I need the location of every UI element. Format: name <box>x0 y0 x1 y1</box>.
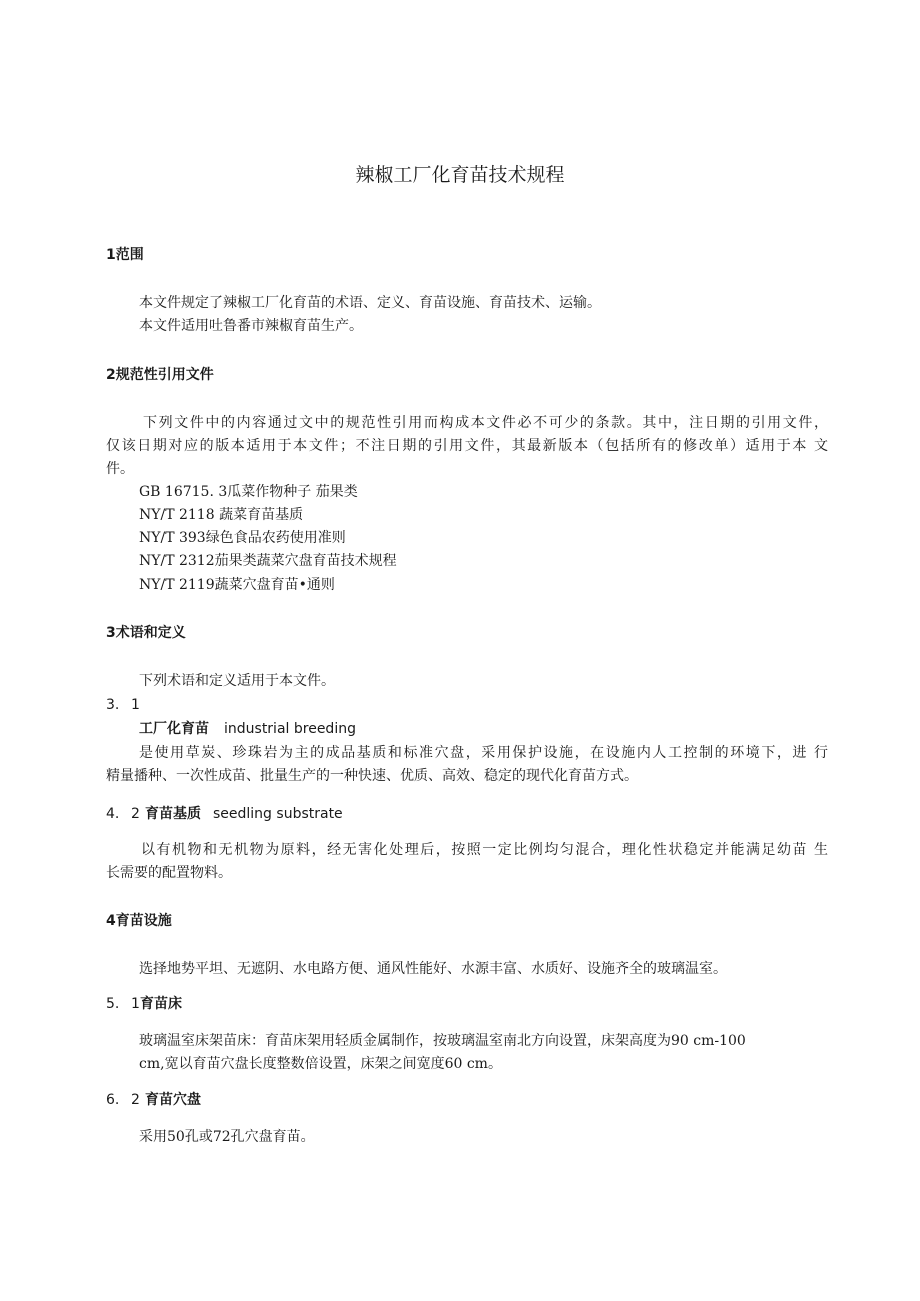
section-2-intro-line-2: 仅该日期对应的版本适用于本文件；不注日期的引用文件，其最新版本（包括所有的修改单）适用于本 文 <box>106 438 828 454</box>
section-3-heading: 3术语和定义 <box>106 625 186 641</box>
term-1-english: industrial breeding <box>224 721 356 737</box>
term-2-number-prefix: 4. <box>106 806 120 822</box>
subsection-1-line-1: 玻璃温室床架苗床：育苗床架用轻质金属制作，按玻璃温室南北方向设置，床架高度为90 cm-100 <box>139 1033 746 1049</box>
term-2-chinese: 育苗基质 <box>145 806 201 822</box>
reference-item: NY/T 2118 蔬菜育苗基质 <box>139 507 304 523</box>
document-title: 辣椒工厂化育苗技术规程 <box>355 164 565 186</box>
term-1-number-suffix: 1 <box>131 697 140 713</box>
subsection-2-number-prefix: 6. <box>106 1092 120 1108</box>
subsection-2-number-suffix: 2 <box>131 1092 140 1108</box>
subsection-1-number-suffix: 1 <box>131 996 140 1012</box>
reference-item: NY/T 2312茄果类蔬菜穴盘育苗技术规程 <box>139 553 397 569</box>
term-1-chinese: 工厂化育苗 <box>139 721 209 737</box>
term-1-definition-line-1: 是使用草炭、珍珠岩为主的成品基质和标准穴盘，采用保护设施，在设施内人工控制的环境下，进 行 <box>139 745 828 761</box>
subsection-1-title: 育苗床 <box>140 996 182 1012</box>
section-1-paragraph-1: 本文件规定了辣椒工厂化育苗的术语、定义、育苗设施、育苗技术、运输。 <box>139 295 601 311</box>
reference-item: GB 16715. 3瓜菜作物种子 茄果类 <box>139 484 358 500</box>
section-3-intro: 下列术语和定义适用于本文件。 <box>139 673 335 689</box>
section-1-paragraph-2: 本文件适用吐鲁番市辣椒育苗生产。 <box>139 318 363 334</box>
section-2-heading: 2规范性引用文件 <box>106 367 214 383</box>
subsection-1-number-prefix: 5. <box>106 996 120 1012</box>
section-1-heading: 1范围 <box>106 247 144 263</box>
section-2-intro-line-3: 件。 <box>106 461 134 477</box>
subsection-1-line-2: cm,宽以育苗穴盘长度整数倍设置，床架之间宽度60 cm。 <box>139 1056 502 1072</box>
reference-item: NY/T 393绿色食品农药使用准则 <box>139 530 346 546</box>
term-1-definition-line-2: 精量播种、一次性成苗、批量生产的一种快速、优质、高效、稳定的现代化育苗方式。 <box>106 768 638 784</box>
section-2-intro-line-1: 下列文件中的内容通过文中的规范性引用而构成本文件必不可少的条款。其中，注日期的引用文件， <box>143 415 828 431</box>
subsection-2-title: 育苗穴盘 <box>145 1092 201 1108</box>
term-2-definition-line-1: 以有机物和无机物为原料，经无害化处理后，按照一定比例均匀混合，理化性状稳定并能满足幼苗 生 <box>141 842 828 858</box>
term-1-number-prefix: 3. <box>106 697 120 713</box>
reference-item: NY/T 2119蔬菜穴盘育苗•通则 <box>139 577 335 593</box>
subsection-2-line-1: 采用50孔或72孔穴盘育苗。 <box>139 1129 315 1145</box>
term-2-definition-line-2: 长需要的配置物料。 <box>106 865 232 881</box>
term-2-english: seedling substrate <box>213 806 343 822</box>
section-4-intro: 选择地势平坦、无遮阴、水电路方便、通风性能好、水源丰富、水质好、设施齐全的玻璃温室。 <box>139 961 727 977</box>
section-4-heading: 4育苗设施 <box>106 913 172 929</box>
term-2-number-suffix: 2 <box>131 806 140 822</box>
